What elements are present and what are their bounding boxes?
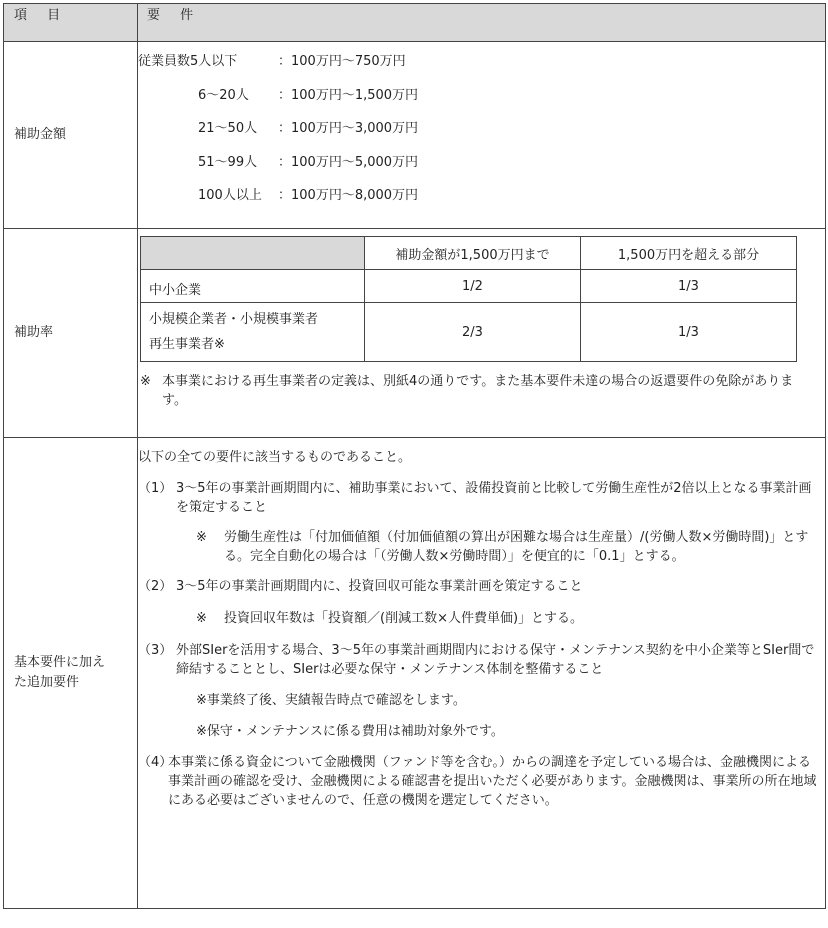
note-mark: ※ bbox=[196, 611, 207, 626]
header-item: 項 目 bbox=[4, 4, 138, 42]
note-text: 労働生産性は「付加価値額（付加価値額の算出が困難な場合は生産量）/(労働人数×労働時間)」とする。完全自動化の場合は「（労働人数×労働時間）」を便宜的に「0.1」とする。 bbox=[224, 530, 809, 564]
header-requirements: 要 件 bbox=[138, 4, 826, 42]
extra-content bbox=[138, 438, 826, 909]
employee-size: 51〜99人 bbox=[198, 154, 258, 170]
rate-row-name bbox=[141, 303, 365, 362]
amount-line bbox=[138, 81, 825, 115]
amount-line bbox=[138, 114, 825, 148]
requirement-number: （4） bbox=[138, 755, 173, 770]
rate-row bbox=[4, 229, 826, 438]
amount-label: 補助金額 bbox=[4, 42, 138, 229]
extra-intro: 以下の全ての要件に該当するものであること。 bbox=[138, 450, 412, 465]
requirement-1-note bbox=[138, 528, 825, 566]
rate-header-row bbox=[141, 237, 797, 270]
rate-value: 1/2 bbox=[365, 270, 581, 303]
requirement-text: 3〜5年の事業計画期間内に、投資回収可能な事業計画を策定すること bbox=[176, 579, 583, 594]
note-text: 投資回収年数は「投資額／(削減工数×人件費単価)」とする。 bbox=[224, 611, 584, 626]
rate-label: 補助率 bbox=[4, 229, 138, 438]
extra-label bbox=[4, 438, 138, 909]
requirement-2 bbox=[138, 577, 825, 596]
requirement-number: （1） bbox=[138, 481, 173, 496]
rate-value: 1/3 bbox=[581, 270, 797, 303]
requirement-text: 3〜5年の事業計画期間内に、補助事業において、設備投資前と比較して労働生産性が2倍以上となる事業計画を策定すること bbox=[176, 481, 812, 515]
employee-size: 従業員数5人以下 bbox=[138, 54, 238, 69]
rate-row-name: 中小企業 bbox=[141, 270, 365, 303]
requirements-table bbox=[3, 3, 826, 909]
requirement-number: （2） bbox=[138, 579, 173, 594]
employee-size: 100人以上 bbox=[198, 188, 262, 203]
note-mark: ※ bbox=[140, 374, 151, 389]
rate-row-small bbox=[141, 303, 797, 362]
rate-header-blank bbox=[141, 237, 365, 270]
extra-label-line: た追加要件 bbox=[14, 675, 80, 690]
rate-row-name-line: 小規模企業者・小規模事業者 bbox=[149, 312, 319, 327]
header-row bbox=[4, 4, 826, 42]
rate-row-sme bbox=[141, 270, 797, 303]
requirement-1 bbox=[138, 479, 825, 517]
rate-row-name-line: 再生事業者※ bbox=[149, 337, 225, 352]
extra-row bbox=[4, 438, 826, 909]
requirement-2-note bbox=[138, 609, 825, 628]
requirement-3-note-1: ※事業終了後、実績報告時点で確認をします。 bbox=[196, 693, 466, 708]
amount-range: ：100万円〜750万円 bbox=[278, 54, 406, 69]
requirement-text: 外部SIerを活用する場合、3〜5年の事業計画期間内における保守・メンテナンス契約を中小企業等とSIer間で締結することとし、SIerは必要な保守・メンテナンス体制を整備すること bbox=[176, 643, 815, 677]
amount-range: ：100万円〜3,000万円 bbox=[278, 121, 419, 136]
rate-content bbox=[138, 229, 826, 438]
requirement-3-note-2: ※保守・メンテナンスに係る費用は補助対象外です。 bbox=[196, 724, 504, 739]
amount-range: ：100万円〜8,000万円 bbox=[278, 188, 419, 203]
rate-note bbox=[138, 372, 825, 410]
requirement-text: 本事業に係る資金について金融機関（ファンド等を含む。）からの調達を予定している場合は、金融機関による事業計画の確認を受け、金融機関による確認書を提出いただく必要があります。金融機関は、事業所の所在地域にある必要はございませんので、任意の機関を選定してください。 bbox=[168, 755, 817, 808]
amount-line bbox=[138, 47, 825, 81]
employee-size: 6〜20人 bbox=[198, 87, 249, 103]
rate-col-2: 1,500万円を超える部分 bbox=[581, 237, 797, 270]
requirement-3 bbox=[138, 641, 825, 679]
amount-range: ：100万円〜1,500万円 bbox=[278, 87, 419, 103]
amount-content bbox=[138, 42, 826, 229]
rate-value: 1/3 bbox=[581, 303, 797, 362]
rate-table bbox=[140, 236, 797, 362]
employee-size: 21〜50人 bbox=[198, 121, 258, 136]
note-text: 本事業における再生事業者の定義は、別紙4の通りです。また基本要件未達の場合の返還要件の免除があります。 bbox=[162, 374, 794, 408]
amount-line bbox=[138, 148, 825, 182]
note-mark: ※ bbox=[196, 530, 207, 545]
rate-value: 2/3 bbox=[365, 303, 581, 362]
requirement-number: （3） bbox=[138, 643, 173, 658]
amount-range: ：100万円〜5,000万円 bbox=[278, 154, 419, 170]
amount-row bbox=[4, 42, 826, 229]
requirement-4 bbox=[138, 753, 825, 810]
rate-col-1: 補助金額が1,500万円まで bbox=[365, 237, 581, 270]
extra-label-line: 基本要件に加え bbox=[14, 655, 106, 670]
amount-line bbox=[138, 181, 825, 215]
